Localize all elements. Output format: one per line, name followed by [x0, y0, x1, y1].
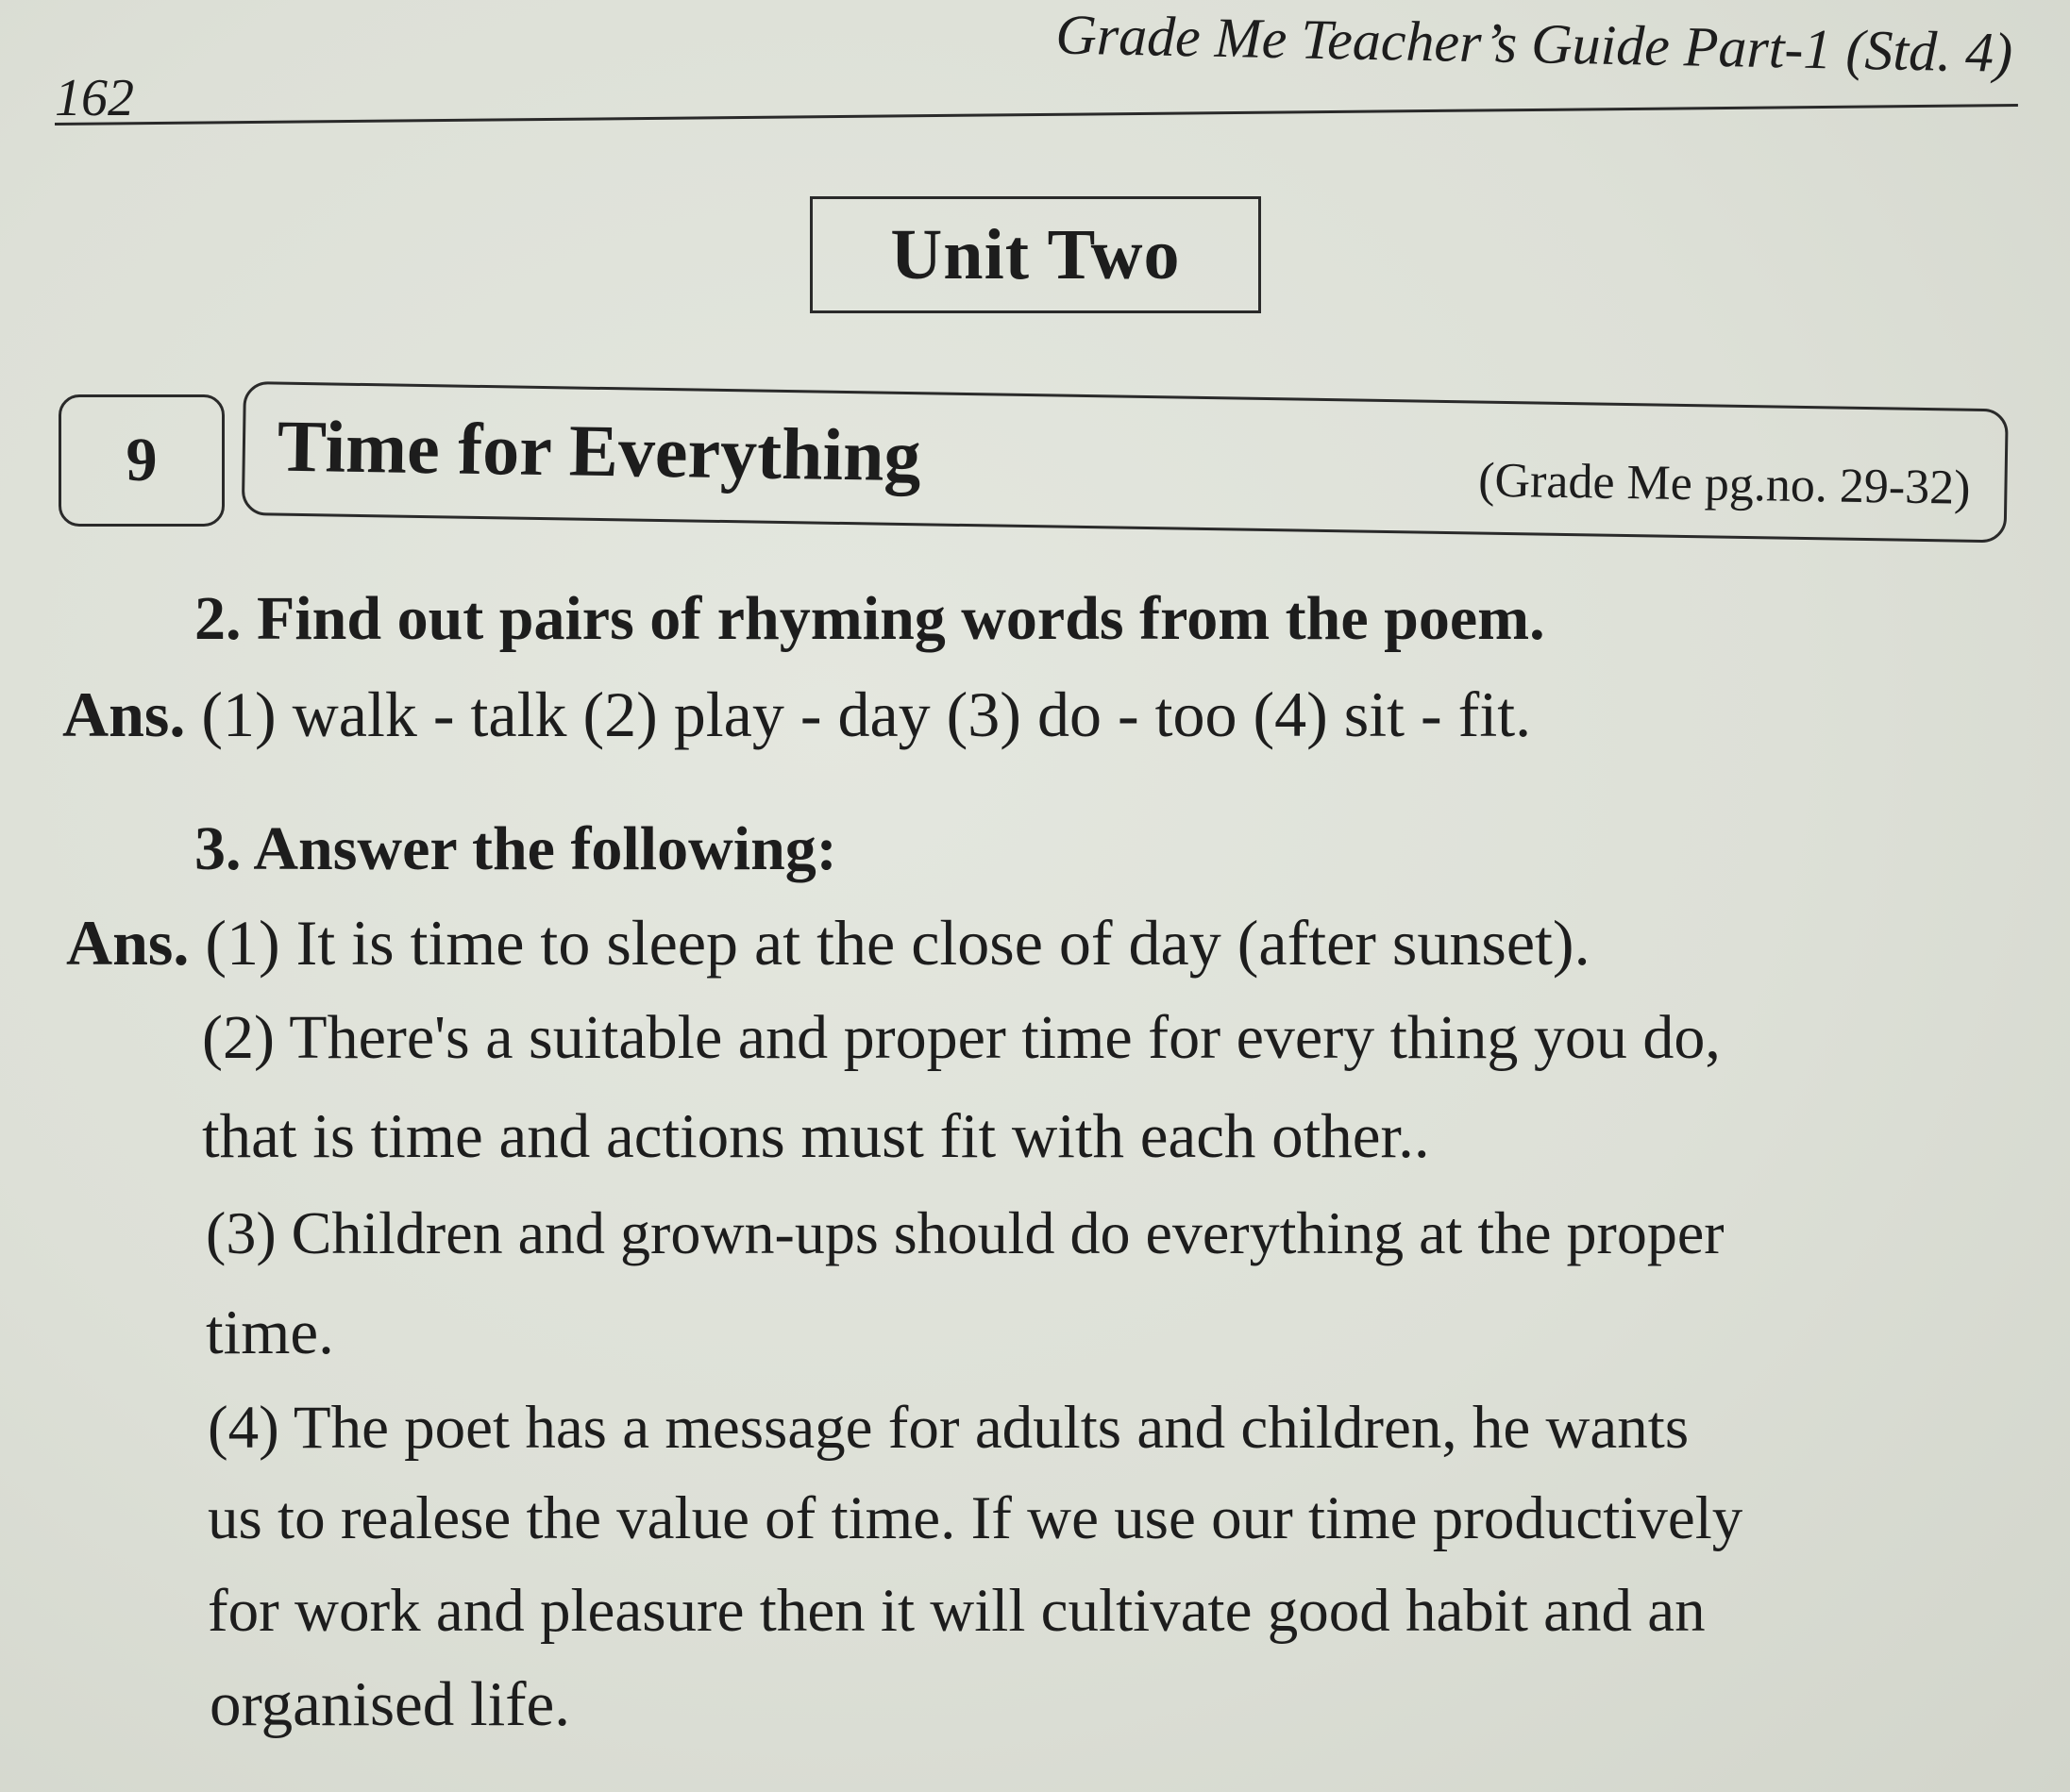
- unit-title: Unit Two: [890, 214, 1181, 294]
- answer-3-line-1: (3) Children and grown-ups should do everything at the proper: [206, 1199, 1725, 1266]
- answer-4-line-3: for work and pleasure then it will cultivate good habit and an: [208, 1577, 1706, 1645]
- answer-text: (1) walk - talk (2) play - day (3) do - too (4) sit - fit.: [201, 678, 1532, 750]
- unit-title-box: [810, 196, 1261, 313]
- header-rule: [55, 104, 2018, 126]
- answer-4-line-4: organised life.: [210, 1669, 571, 1739]
- question-2-heading: 2. Find out pairs of rhyming words from the poem.: [194, 584, 1545, 653]
- answer-2-line-2: that is time and actions must fit with each other..: [202, 1101, 1430, 1171]
- lesson-title-box: [242, 381, 2009, 543]
- lesson-number-box: [59, 394, 225, 527]
- lesson-page-reference: (Grade Me pg.no. 29-32): [1477, 453, 1971, 515]
- lesson-title: Time for Everything: [277, 404, 922, 497]
- answer-3-line-2: time.: [206, 1298, 334, 1367]
- question-3-answer-1: [66, 906, 1590, 980]
- question-3-heading: 3. Answer the following:: [194, 814, 837, 883]
- question-2-answer: [62, 678, 1531, 752]
- running-header: Grade Me Teacher’s Guide Part-1 (Std. 4): [1055, 3, 2013, 84]
- answer-label: Ans.: [66, 907, 190, 979]
- answer-4-line-1: (4) The poet has a message for adults and children, he wants: [208, 1394, 1690, 1462]
- page-number: 162: [55, 69, 134, 127]
- answer-2-line-1: (2) There's a suitable and proper time for every thing you do,: [202, 1003, 1721, 1072]
- answer-4-line-2: us to realese the value of time. If we use our time productively: [208, 1484, 1743, 1552]
- answer-text: (1) It is time to sleep at the close of day (after sunset).: [205, 907, 1590, 979]
- lesson-number: 9: [126, 426, 158, 494]
- answer-label: Ans.: [62, 678, 186, 750]
